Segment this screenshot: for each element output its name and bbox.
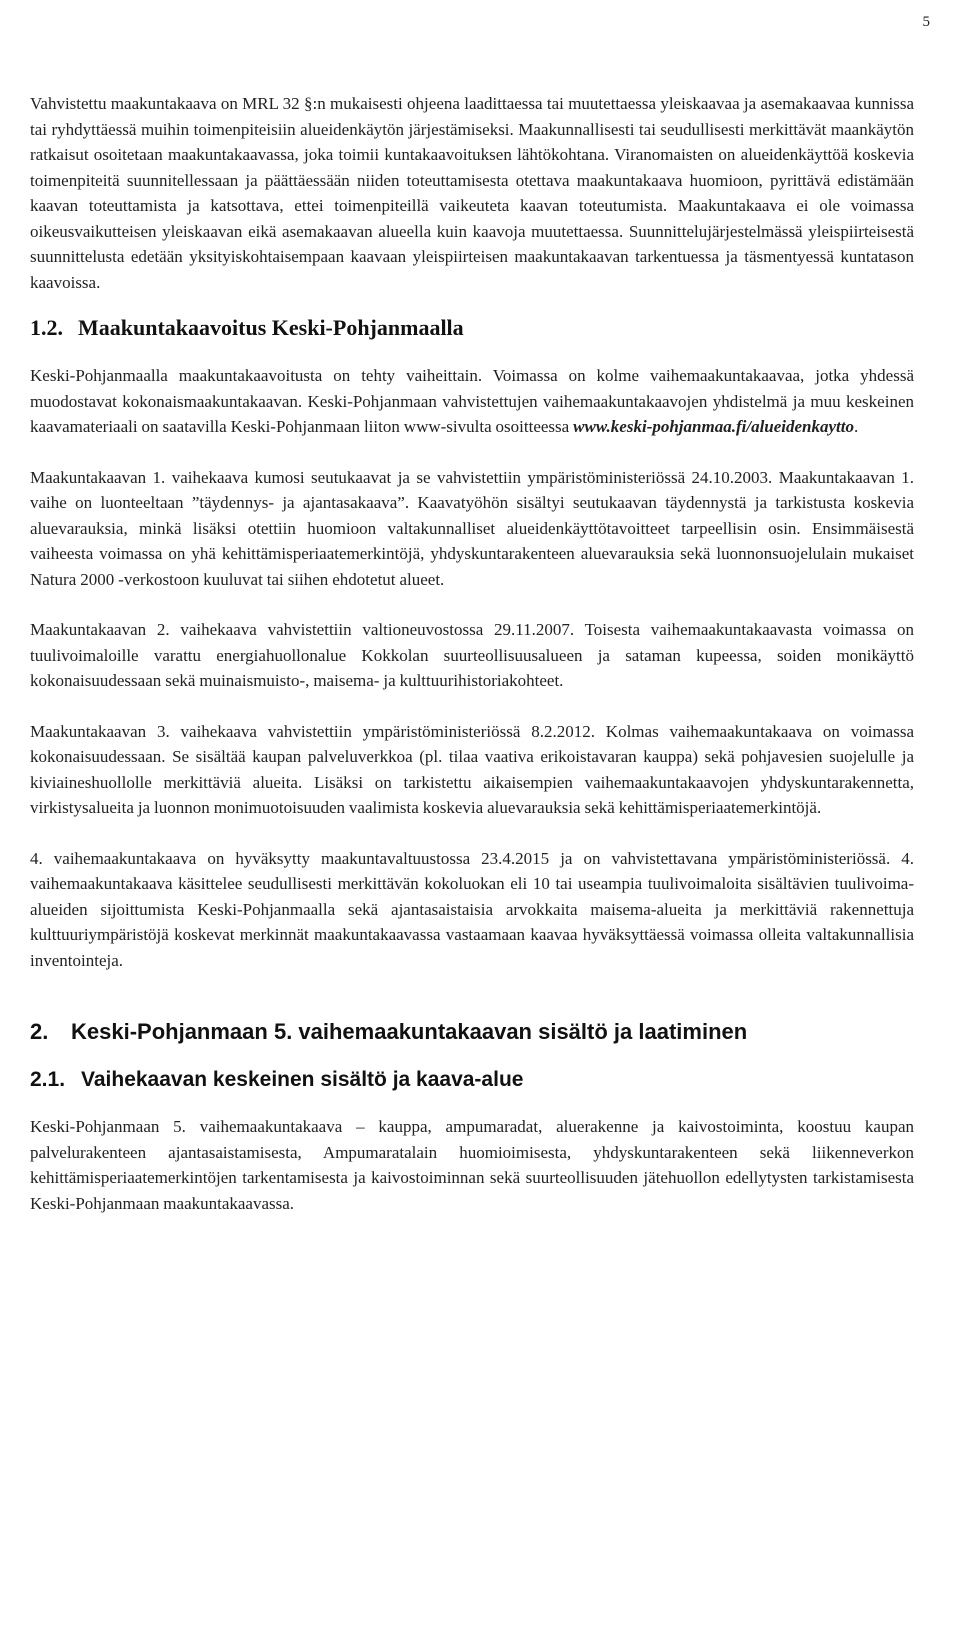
section-title: Keski-Pohjanmaan 5. vaihemaakuntakaavan sisältö ja laatiminen — [71, 1019, 748, 1044]
section-title: Vaihekaavan keskeinen sisältö ja kaava-alue — [81, 1068, 524, 1091]
section-number: 1.2. — [30, 315, 63, 340]
paragraph-phase-5-content: Keski-Pohjanmaan 5. vaihemaakuntakaava – kauppa, ampumaradat, aluerakenne ja kaivostoiminta, koostuu kaupan palvelurakenteen ajantasaistamisesta, Ampumaratalain huomioimisesta, yhdyskuntarakenteen sekä liikenneverkon kehittämisperiaatemerkintöjen tarkentamisesta ja kaivostoiminnan sekä suurteollisuuden jätehuollon edellytysten tarkistamisesta Keski-Pohjanmaan maakuntakaavassa. — [30, 1117, 914, 1213]
section-heading-1-2 — [30, 313, 914, 343]
page-number: 5 — [922, 14, 930, 30]
paragraph-text: Keski-Pohjanmaalla maakuntakaavoitusta on tehty vaiheittain. Voimassa on kolme vaihemaakuntakaavaa, jotka yhdessä muodostavat kokonaismaakuntakaavan. Keski-Pohjanmaan vahvistettujen vaihemaakuntakaavojen yhdistelmä ja muu keskeinen kaavamateriaali on saatavilla Keski-Pohjanmaan liiton www-sivulta osoitteessa — [30, 366, 914, 436]
paragraph-phase-3: Maakuntakaavan 3. vaihekaava vahvistettiin ympäristöministeriössä 8.2.2012. Kolmas vaihemaakuntakaava on voimassa kokonaisuudessaan. Se sisältää kaupan palveluverkkoa (pl. tilaa vaativa erikoistavaran kauppa) sekä pohjavesien suojelulle ja kiviaineshuollolle merkittäviä alueita. Lisäksi on tarkistettu aikaisempien vaihemaakuntakaavojen yhdyskuntarakennetta, virkistysalueita ja luonnon monimuotoisuuden vaalimista koskevia aluevarauksia sekä kehittämisperiaatemerkintöjä. — [30, 721, 914, 817]
page-content — [30, 91, 914, 1216]
website-link[interactable]: www.keski-pohjanmaa.fi/alueidenkaytto — [573, 417, 855, 436]
paragraph-phase-4: 4. vaihemaakuntakaava on hyväksytty maakuntavaltuustossa 23.4.2015 ja on vahvistettavana ympäristöministeriössä. 4. vaihemaakuntakaava käsittelee seudullisesti merkittävän kokoluokan eli 10 tai useampia tuulivoimaloita sisältävien tuulivoima-alueiden sijoittumista Keski-Pohjanmaalla sekä ajantasaistaisia arvokkaita maisema-alueita ja merkittäviä rakennettuja kulttuuriympäristöjä koskevat merkinnät maakuntakaavassa vastaamaan kaavaa hyväksyttäessä voimassa olleita valtakunnallisia inventointeja. — [30, 848, 914, 970]
paragraph-end: . — [854, 417, 859, 436]
paragraph-planning-phases — [30, 363, 914, 440]
section-heading-2 — [30, 1017, 914, 1047]
section-title: Maakuntakaavoitus Keski-Pohjanmaalla — [78, 315, 464, 340]
paragraph-phase-1: Maakuntakaavan 1. vaihekaava kumosi seutukaavat ja se vahvistettiin ympäristöministeriössä 24.10.2003. Maakuntakaavan 1. vaihe on luonteeltaan ”täydennys- ja ajantasakaava”. Kaavatyöhön sisältyi seutukaavan täydennystä ja tarkistusta koskevia aluevarauksia, minkä lisäksi otettiin huomioon valtakunnalliset alueidenkäyttötavoitteet tarpeellisin osin. Ensimmäisestä vaiheesta voimassa on yhä kehittämisperiaatemerkintöjä, yhdyskuntarakenteen aluevarauksia sekä luonnonsuojelulain mukaiset Natura 2000 -verkostoon kuuluvat tai siihen ehdotetut alueet. — [30, 467, 914, 589]
section-heading-2-1 — [30, 1065, 914, 1095]
section-number: 2. — [30, 1019, 49, 1044]
paragraph-phase-2: Maakuntakaavan 2. vaihekaava vahvistettiin valtioneuvostossa 29.11.2007. Toisesta vaihemaakuntakaavasta voimassa on tuulivoimaloille varattu energiahuollonalue Kokkolan suurteollisuusalueen ja sataman kupeessa, soiden monikäyttö kokonaisuudessaan sekä muinaismuisto-, maisema- ja kulttuurihistoriakohteet. — [30, 620, 914, 690]
paragraph-regional-plan-binding: Vahvistettu maakuntakaava on MRL 32 §:n mukaisesti ohjeena laadittaessa tai muutettaessa yleiskaavaa ja asemakaavaa kunnissa tai ryhdyttäessä muihin toimenpiteisiin alueidenkäytön järjestämiseksi. Maakunnallisesti tai seudullisesti merkittävät maankäytön ratkaisut osoitetaan maakuntakaavassa, joka toimii kuntakaavoituksen lähtökohtana. Viranomaisten on alueidenkäyttöä koskevia toimenpiteitä suunnitellessaan ja päättäessään niiden toteuttamisesta otettava maakuntakaava huomioon, pyrittävä edistämään kaavan toteuttamista ja katsottava, ettei toimenpiteillä vaikeuteta kaavan toteutumista. Maakuntakaava ei ole voimassa oikeusvaikutteisen yleiskaavan eikä asemakaavan alueella kuin kaavoja muutettaessa. Suunnittelujärjestelmässä yleispiirteisestä suunnittelusta edetään yksityiskohtaisempaan kaavaan yleispiirteisen maakuntakaavan tarkentuessa ja täsmentyessä kuntatason kaavoissa. — [30, 94, 914, 292]
section-number: 2.1. — [30, 1068, 66, 1091]
